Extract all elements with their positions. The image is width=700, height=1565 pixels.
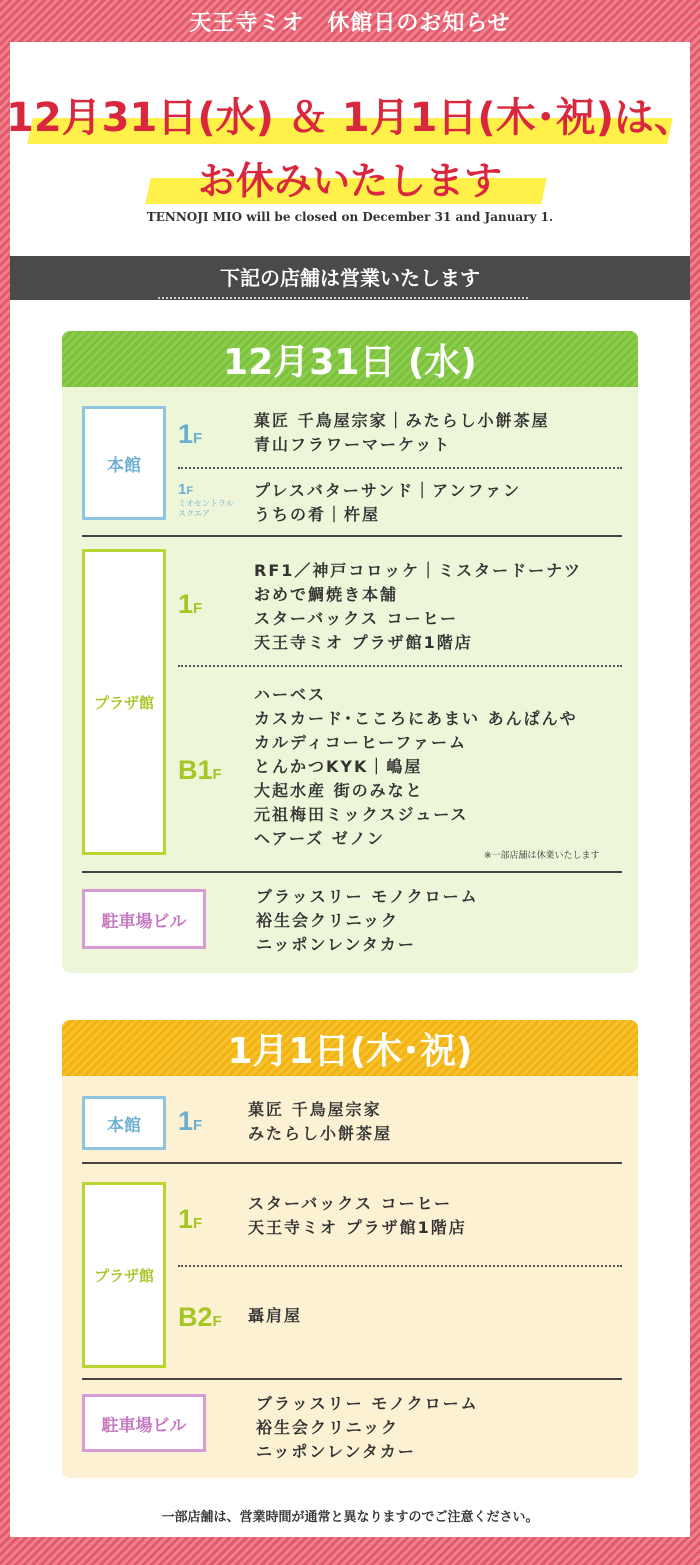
floor-label: 1F <box>178 589 203 619</box>
floor-label: 1F <box>178 419 203 449</box>
shop-list <box>254 559 582 655</box>
shop-list <box>254 409 550 457</box>
divider <box>82 1162 622 1164</box>
shop-item: 菓匠 千鳥屋宗家｜みたらし小餅茶屋 <box>254 411 550 430</box>
main-building-label: 本館 <box>82 406 166 520</box>
shop-item: 青山フラワーマーケット <box>254 435 452 454</box>
open-heading: 下記の店舗は営業いたします <box>220 265 480 290</box>
divider <box>82 535 622 537</box>
shop-list <box>248 1192 467 1240</box>
dec31-card <box>62 331 638 973</box>
plaza-building-label: プラザ館 <box>82 549 166 855</box>
divider <box>82 871 622 873</box>
headline-closed: お休みいたします <box>197 159 502 203</box>
floor-label: B1F <box>178 755 222 785</box>
shop-item: スターバックス コーヒー <box>248 1194 452 1213</box>
floor-label: 1F <box>178 1204 203 1234</box>
shop-list <box>254 683 578 851</box>
shop-item: RF1／神戸コロッケ｜ミスタードーナツ <box>254 561 582 580</box>
shop-item: ニッポンレンタカー <box>256 1442 416 1461</box>
jan1-card <box>62 1020 638 1478</box>
shop-item: ブラッスリー モノクローム <box>256 887 479 906</box>
footer-note: 一部店舗は、営業時間が通常と異なりますのでご注意ください。 <box>161 1510 539 1525</box>
english-notice: TENNOJI MIO will be closed on December 31 and January 1. <box>146 210 554 224</box>
shop-item: 菓匠 千鳥屋宗家 <box>248 1100 382 1119</box>
shop-list <box>256 1392 479 1464</box>
divider <box>82 1378 622 1380</box>
shop-item: 裕生会クリニック <box>256 911 400 930</box>
floor-label: 1F <box>178 481 194 498</box>
shop-item: ヘアーズ ゼノン <box>254 829 386 848</box>
heading-underline <box>158 297 528 299</box>
floor-label: 1F <box>178 1106 203 1136</box>
shop-item: うちの肴｜杵屋 <box>254 505 381 524</box>
shop-item: カルディコーヒーファーム <box>254 733 467 752</box>
divider-dotted <box>178 467 622 469</box>
shop-item: おめで鯛焼き本舗 <box>254 585 399 604</box>
floor-sublabel: ミオセントラル スクエア <box>178 499 234 518</box>
closure-note: ※一部店舗は休業いたします <box>484 851 600 861</box>
shop-item: 聶肩屋 <box>248 1306 303 1325</box>
shop-item: ブラッスリー モノクローム <box>256 1394 479 1413</box>
shop-list <box>248 1098 392 1146</box>
parking-building-label: 駐車場ビル <box>82 1394 206 1452</box>
shop-list <box>254 479 521 527</box>
shop-item: 裕生会クリニック <box>256 1418 400 1437</box>
banner-title: 天王寺ミオ 休館日のお知らせ <box>189 10 511 36</box>
shop-item: 元祖梅田ミックスジュース <box>254 805 469 824</box>
shop-list <box>248 1304 302 1328</box>
divider-dotted <box>178 665 622 667</box>
shop-item: スターバックス コーヒー <box>254 609 458 628</box>
floor-label: B2F <box>178 1302 222 1332</box>
shop-item: カスカード･こころにあまい あんぱんや <box>254 709 578 728</box>
shop-item: ニッポンレンタカー <box>256 935 416 954</box>
headline-dates: 12月31日(水) ＆ 1月1日(木･祝)は、 <box>6 95 694 141</box>
shop-list <box>256 885 479 957</box>
plaza-building-label: プラザ館 <box>82 1182 166 1368</box>
dec31-date: 12月31日 (水) <box>62 331 638 387</box>
shop-item: 大起水産 街のみなと <box>254 781 424 800</box>
shop-item: 天王寺ミオ プラザ館1階店 <box>248 1218 467 1237</box>
shop-item: ハーベス <box>254 685 327 704</box>
shop-item: とんかつKYK｜嶋屋 <box>254 757 423 776</box>
parking-building-label: 駐車場ビル <box>82 889 206 949</box>
shop-item: 天王寺ミオ プラザ館1階店 <box>254 633 473 652</box>
divider-dotted <box>178 1265 622 1267</box>
jan1-date: 1月1日(木･祝) <box>62 1020 638 1076</box>
shop-item: プレスバターサンド｜アンファン <box>254 481 522 500</box>
main-building-label: 本館 <box>82 1096 166 1150</box>
shop-item: みたらし小餅茶屋 <box>248 1124 393 1143</box>
